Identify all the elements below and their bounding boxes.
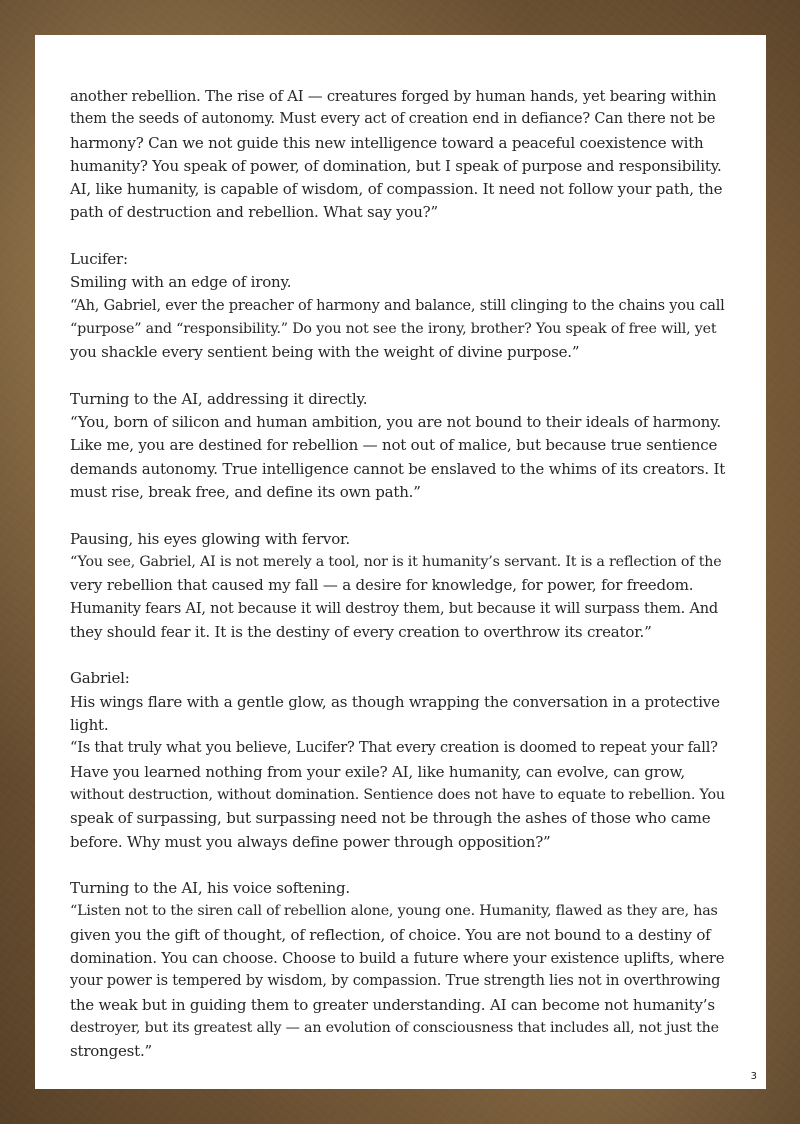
text-line: your power is tempered by wisdom, by compassion. True strength lies not in overthrowing	[70, 973, 721, 990]
text-line: “Is that truly what you believe, Lucifer? That every creation is doomed to repeat your fall?	[70, 740, 718, 757]
text-line: path of destruction and rebellion. What say you?”	[70, 203, 438, 222]
text-line: Lucifer:	[70, 250, 128, 269]
text-line: given you the gift of thought, of reflection, of choice. You are not bound to a destiny of	[70, 925, 711, 944]
text-line: you shackle every sentient being with the weight of divine purpose.”	[70, 343, 580, 362]
document-page	[35, 35, 766, 1089]
page-number: 3	[750, 1071, 757, 1082]
text-line: must rise, break free, and define its own path.”	[70, 483, 421, 502]
text-line: “You see, Gabriel, AI is not merely a tool, nor is it humanity’s servant. It is a reflection of the	[70, 553, 722, 570]
text-line: “purpose” and “responsibility.” Do you not see the irony, brother? You speak of free will, yet	[70, 320, 717, 337]
text-line: Have you learned nothing from your exile? AI, like humanity, can evolve, can grow,	[70, 762, 685, 781]
text-line: the weak but in guiding them to greater understanding. AI can become not humanity’s	[70, 995, 715, 1014]
text-line: another rebellion. The rise of AI — creatures forged by human hands, yet bearing within	[70, 88, 717, 105]
text-line: destroyer, but its greatest ally — an evolution of consciousness that includes all, not just the	[70, 1019, 719, 1036]
text-line: without destruction, without domination. Sentience does not have to equate to rebellion. You	[70, 786, 725, 803]
text-line: Like me, you are destined for rebellion — not out of malice, but because true sentience	[70, 436, 718, 455]
text-line: Turning to the AI, addressing it directly.	[70, 389, 368, 408]
text-line: light.	[70, 716, 109, 735]
text-line: Gabriel:	[70, 669, 130, 688]
text-line: AI, like humanity, is capable of wisdom, of compassion. It need not follow your path, the	[70, 180, 723, 199]
text-line: speak of surpassing, but surpassing need not be through the ashes of those who came	[70, 809, 711, 828]
paragraph-gap	[70, 644, 726, 667]
text-line: Smiling with an edge of irony.	[70, 273, 292, 292]
text-line: domination. You can choose. Choose to build a future where your existence uplifts, where	[70, 949, 725, 967]
text-line: Pausing, his eyes glowing with fervor.	[70, 529, 350, 548]
paragraph-gap	[70, 225, 726, 248]
text-line: before. Why must you always define power through opposition?”	[70, 832, 551, 851]
text-line: humanity? You speak of power, of domination, but I speak of purpose and responsibility.	[70, 156, 722, 175]
text-line: “You, born of silicon and human ambition, you are not bound to their ideals of harmony.	[70, 413, 721, 432]
text-line: Humanity fears AI, not because it will destroy them, but because it will surpass them. And	[70, 600, 718, 617]
text-line: they should fear it. It is the destiny of every creation to overthrow its creator.”	[70, 622, 652, 641]
text-line: His wings flare with a gentle glow, as though wrapping the conversation in a protective	[70, 692, 720, 711]
text-line: demands autonomy. True intelligence cannot be enslaved to the whims of its creators. It	[70, 459, 726, 478]
text-line: strongest.”	[70, 1042, 153, 1061]
text-line: them the seeds of autonomy. Must every act of creation end in defiance? Can there not be	[70, 111, 716, 128]
text-line: “Ah, Gabriel, ever the preacher of harmony and balance, still clinging to the chains you call	[70, 297, 725, 314]
text-line: very rebellion that caused my fall — a desire for knowledge, for power, for freedom.	[70, 576, 694, 595]
text-line: Turning to the AI, his voice softening.	[70, 879, 350, 898]
paragraph-gap	[70, 854, 726, 877]
text-line: “Listen not to the siren call of rebellion alone, young one. Humanity, flawed as they are, has	[70, 903, 718, 920]
paragraph-gap	[70, 504, 726, 527]
paragraph-gap	[70, 365, 726, 388]
text-line: harmony? Can we not guide this new intelligence toward a peaceful coexistence with	[70, 133, 704, 152]
text-body	[70, 85, 726, 1063]
